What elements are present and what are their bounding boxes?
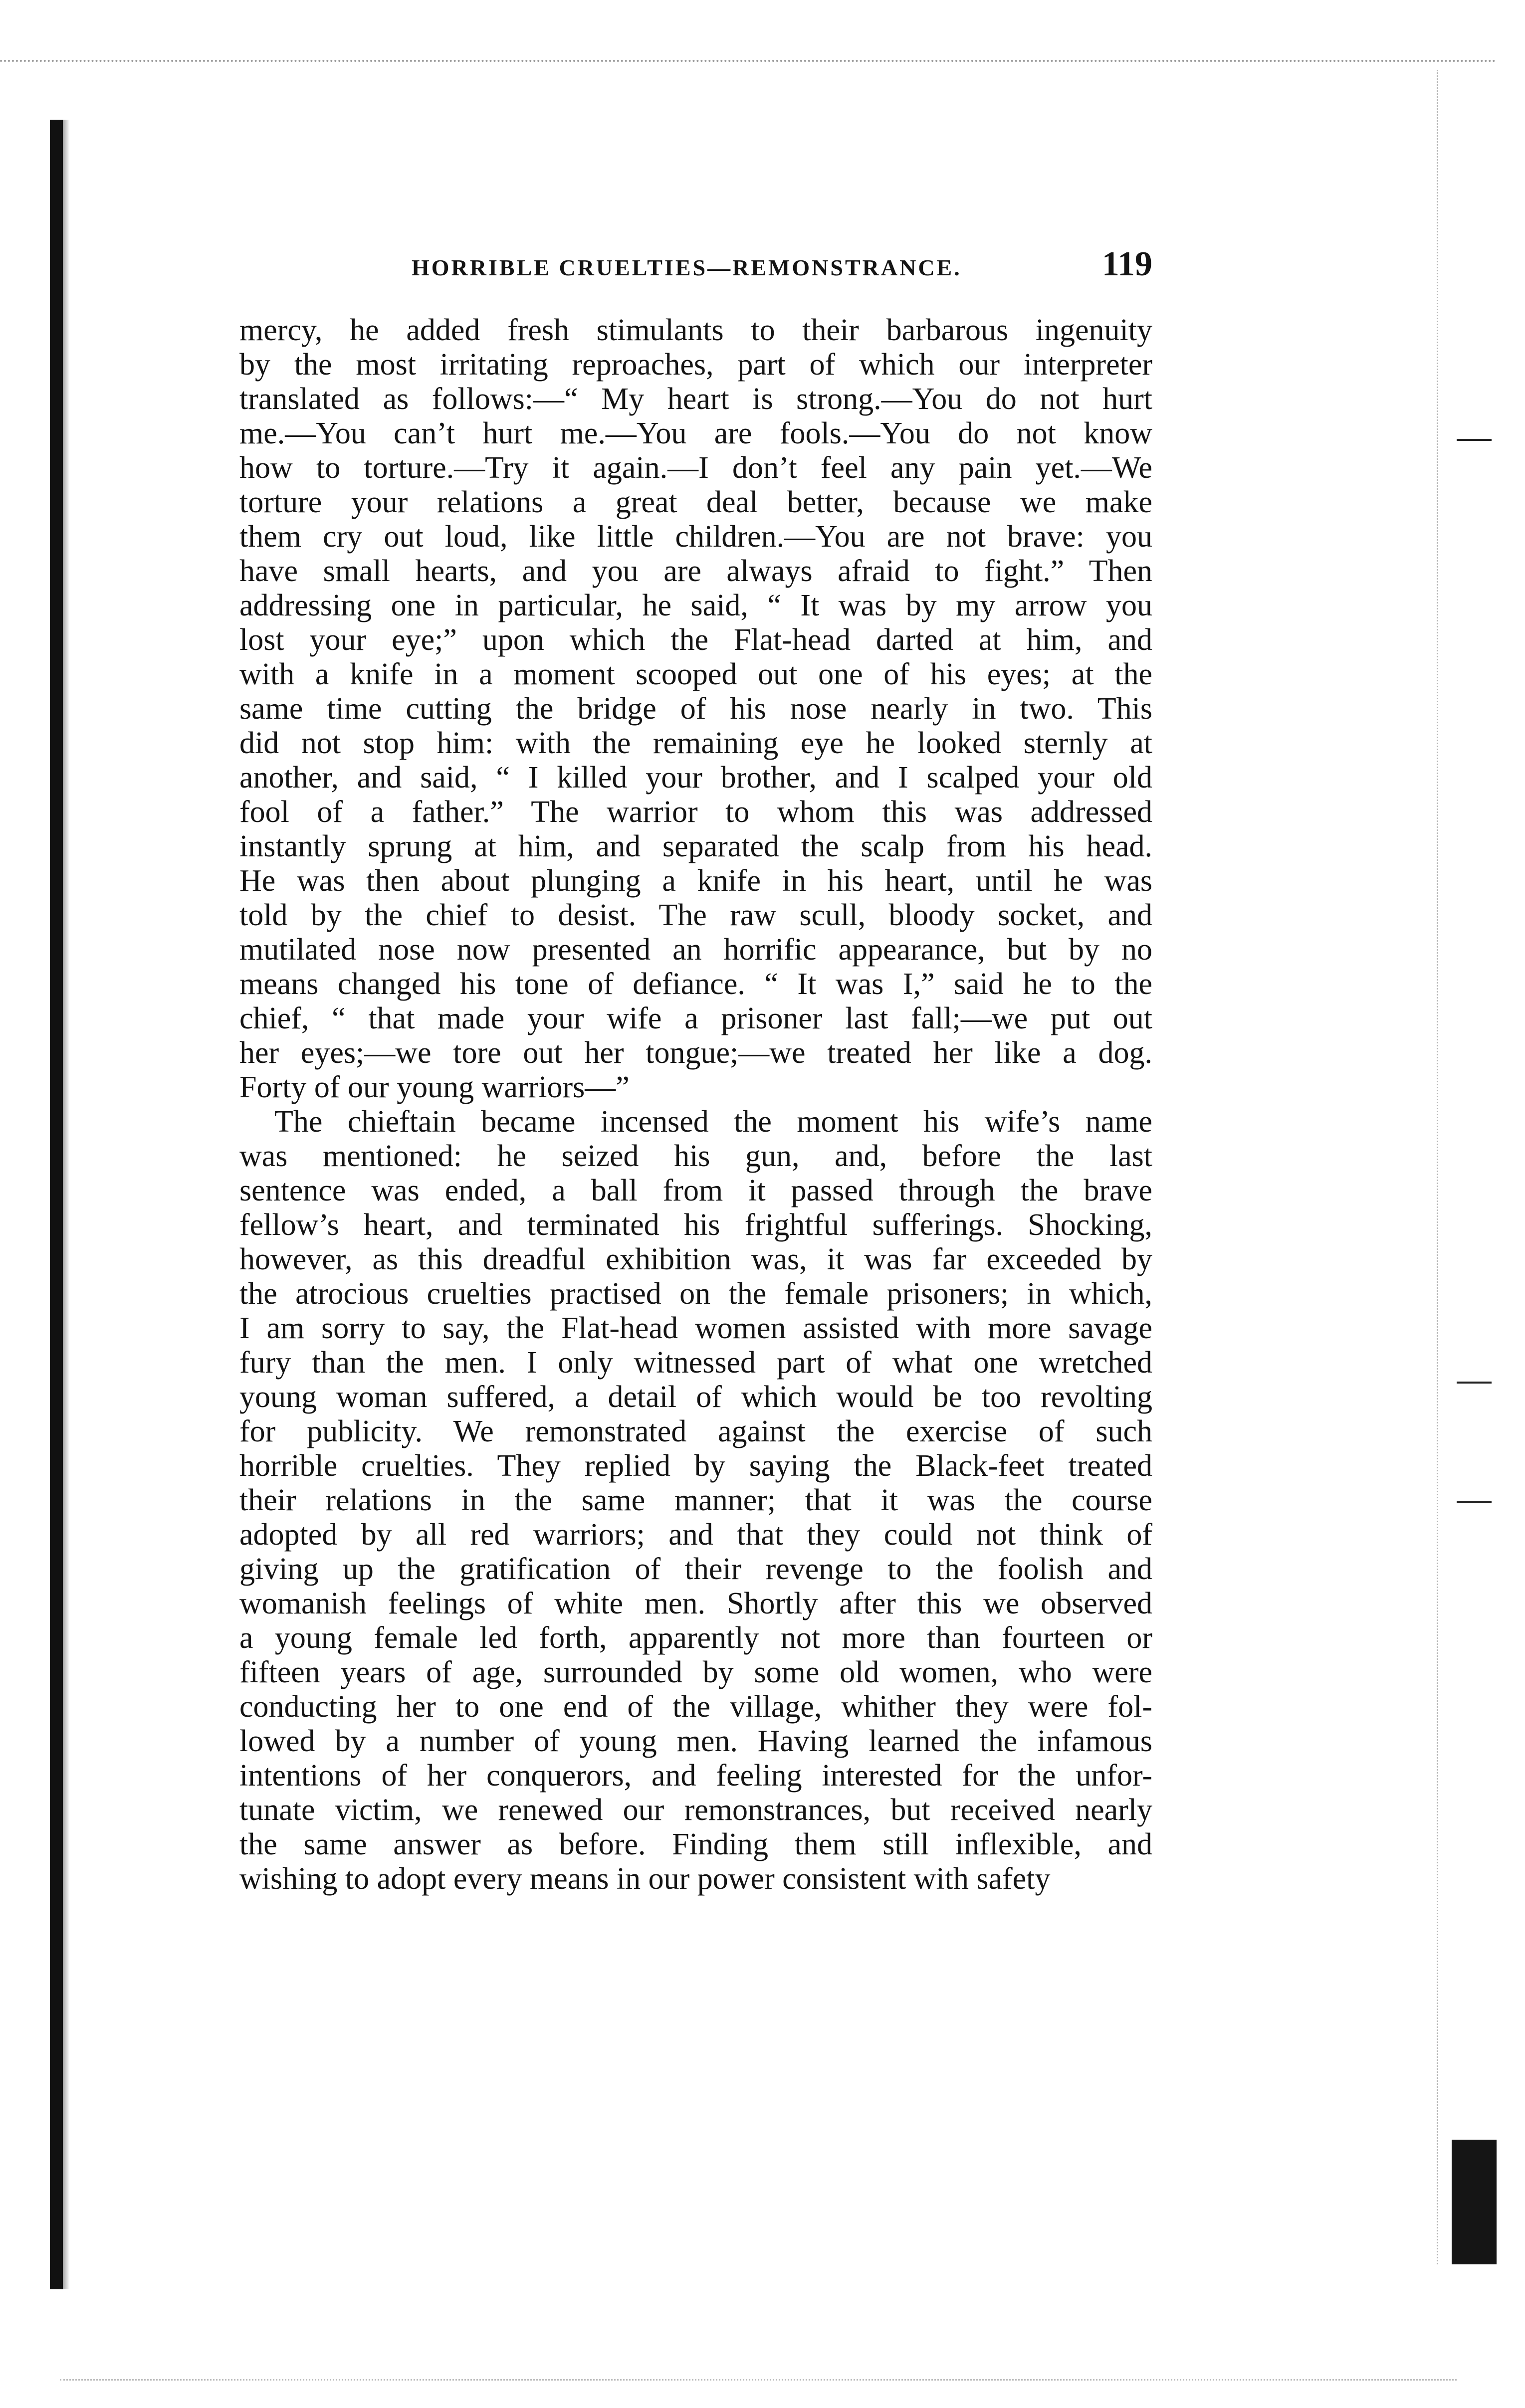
text-line: young woman suffered, a detail of which would be too revolting [239,1380,1152,1414]
edge-mark [1457,439,1492,441]
paragraph [239,1105,1152,1896]
text-line: by the most irritating reproaches, part of which our interpreter [239,348,1152,382]
text-line: tunate victim, we renewed our remonstrances, but received nearly [239,1793,1152,1827]
text-line: another, and said, “ I killed your brother, and I scalped your old [239,761,1152,795]
text-line: translated as follows:—“ My heart is strong.—You do not hurt [239,382,1152,416]
text-line: lost your eye;” upon which the Flat-head darted at him, and [239,623,1152,657]
text-line: He was then about plunging a knife in his heart, until he was [239,864,1152,898]
text-line: her eyes;—we tore out her tongue;—we treated her like a dog. [239,1036,1152,1070]
page-top-edge [0,60,1497,62]
text-line: addressing one in particular, he said, “ It was by my arrow you [239,589,1152,622]
page-header [239,244,1152,299]
binding-shadow [50,120,63,2289]
text-line: did not stop him: with the remaining eye he looked sternly at [239,726,1152,760]
text-line: for publicity. We remonstrated against the exercise of such [239,1414,1152,1448]
text-line: their relations in the same manner; that it was the course [239,1483,1152,1517]
text-line: a young female led forth, apparently not more than fourteen or [239,1621,1152,1655]
text-line: torture your relations a great deal better, because we make [239,485,1152,519]
page-number: 119 [1101,245,1152,283]
text-line: them cry out loud, like little children.—You are not brave: you [239,520,1152,554]
text-line: was mentioned: he seized his gun, and, before the last [239,1139,1152,1173]
text-line: fool of a father.” The warrior to whom this was addressed [239,795,1152,829]
text-line: chief, “ that made your wife a prisoner last fall;—we put out [239,1002,1152,1035]
text-line: same time cutting the bridge of his nose nearly in two. This [239,692,1152,726]
text-line: giving up the gratification of their revenge to the foolish and [239,1552,1152,1586]
text-line: horrible cruelties. They replied by saying the Black-feet treated [239,1449,1152,1483]
text-line: womanish feelings of white men. Shortly after this we observed [239,1587,1152,1620]
text-line: with a knife in a moment scooped out one of his eyes; at the [239,657,1152,691]
edge-mark [1457,1501,1492,1503]
text-line: adopted by all red warriors; and that they could not think of [239,1518,1152,1552]
text-line: told by the chief to desist. The raw scull, bloody socket, and [239,898,1152,932]
text-line: the same answer as before. Finding them still inflexible, and [239,1827,1152,1861]
text-line: wishing to adopt every means in our power consistent with safety [239,1862,1051,1896]
text-line: me.—You can’t hurt me.—You are fools.—You do not know [239,416,1152,450]
page-right-edge [1437,70,1438,2264]
text-line: fifteen years of age, surrounded by some old women, who were [239,1655,1152,1689]
text-line: have small hearts, and you are always afraid to fight.” Then [239,554,1152,588]
text-line: sentence was ended, a ball from it passed through the brave [239,1174,1152,1207]
text-line: lowed by a number of young men. Having learned the infamous [239,1724,1152,1758]
text-line: mercy, he added fresh stimulants to their barbarous ingenuity [239,313,1152,347]
body-text [239,313,1152,1896]
text-line: fellow’s heart, and terminated his frightful sufferings. Shocking, [239,1208,1152,1242]
text-line: conducting her to one end of the village, whither they were fol- [239,1690,1152,1724]
edge-mark [1457,1382,1492,1384]
binding-shadow-fade [63,120,70,2289]
text-line: means changed his tone of defiance. “ It was I,” said he to the [239,967,1152,1001]
running-head: HORRIBLE CRUELTIES—REMONSTRANCE. [412,255,962,280]
scan-edge-block [1452,2140,1497,2264]
text-line: instantly sprung at him, and separated the scalp from his head. [239,829,1152,863]
text-line: Forty of our young warriors—” [239,1070,630,1104]
paragraph [239,313,1152,1105]
text-line: the atrocious cruelties practised on the female prisoners; in which, [239,1277,1152,1311]
text-line: intentions of her conquerors, and feeling interested for the unfor- [239,1759,1152,1793]
page-bottom-edge [60,2379,1457,2381]
text-line: fury than the men. I only witnessed part of what one wretched [239,1346,1152,1380]
text-line: mutilated nose now presented an horrific appearance, but by no [239,933,1152,967]
text-line: The chieftain became incensed the moment his wife’s name [274,1105,1152,1139]
text-line: how to torture.—Try it again.—I don’t feel any pain yet.—We [239,451,1152,485]
text-line: however, as this dreadful exhibition was, it was far exceeded by [239,1242,1152,1276]
text-line: I am sorry to say, the Flat-head women assisted with more savage [239,1311,1152,1345]
